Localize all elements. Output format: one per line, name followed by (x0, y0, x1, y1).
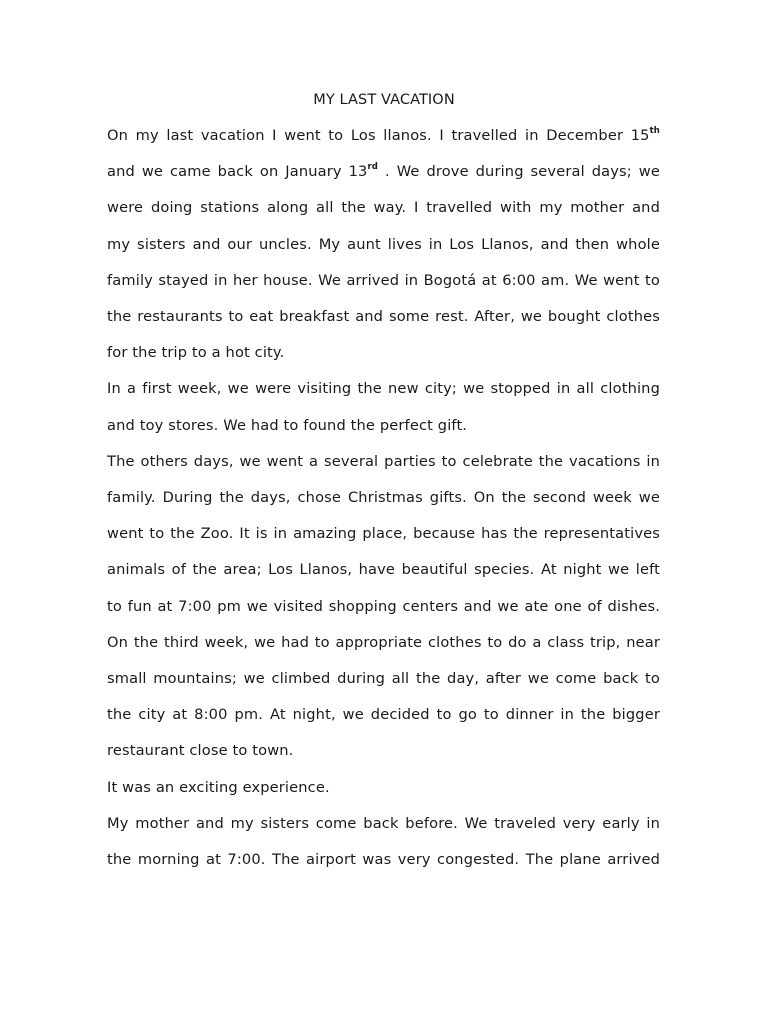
line-text-continued: . We drove during several days; we (378, 163, 660, 181)
body-line (107, 669, 660, 689)
line-text: My mother and my sisters come back before. We traveled very early in (107, 814, 660, 832)
body-line (107, 343, 660, 363)
ordinal-superscript: th (649, 126, 660, 136)
line-text: small mountains; we climbed during all the day, after we come back to (107, 670, 660, 687)
line-text: The others days, we went a several parties to celebrate the vacations in (107, 452, 660, 470)
body-line (107, 379, 660, 399)
body-line (107, 814, 660, 834)
line-text: the restaurants to eat breakfast and some rest. After, we bought clothes (107, 308, 660, 325)
line-text: In a first week, we were visiting the new city; we stopped in all clothing (107, 380, 660, 398)
line-text: family stayed in her house. We arrived in Bogotá at 6:00 am. We went to (107, 271, 660, 289)
line-text: my sisters and our uncles. My aunt lives in Los Llanos, and then whole (107, 235, 660, 253)
line-text: animals of the area; Los Llanos, have beautiful species. At night we left (107, 561, 660, 579)
body-line (107, 126, 660, 146)
body-line (107, 198, 660, 218)
body-line (107, 850, 660, 870)
line-text: and we came back on January 13 (107, 163, 368, 181)
body-line (107, 741, 660, 761)
line-text: for the trip to a hot city. (107, 344, 285, 362)
line-text: It was an exciting experience. (107, 778, 330, 796)
body-line (107, 162, 660, 182)
body-line (107, 597, 660, 617)
line-text: and toy stores. We had to found the perfect gift. (107, 416, 468, 434)
body-line (107, 235, 660, 255)
body-line (107, 271, 660, 291)
body-line (107, 307, 660, 327)
document-title: MY LAST VACATION (313, 92, 455, 108)
body-line (107, 705, 660, 725)
body-line (107, 633, 660, 653)
body-line (107, 778, 660, 798)
line-text: the city at 8:00 pm. At night, we decided to go to dinner in the bigger (107, 706, 660, 724)
line-text: On the third week, we had to appropriate clothes to do a class trip, near (107, 633, 660, 651)
line-text: family. During the days, chose Christmas gifts. On the second week we (107, 489, 660, 506)
body-line (107, 452, 660, 472)
line-text: On my last vacation I went to Los llanos. I travelled in December 15 (107, 127, 650, 144)
body-line (107, 488, 660, 508)
body-line (107, 560, 660, 580)
line-text: were doing stations along all the way. I travelled with my mother and (107, 199, 660, 217)
line-text: restaurant close to town. (107, 742, 294, 760)
body-line (107, 524, 660, 544)
line-text: went to the Zoo. It is in amazing place, because has the representatives (107, 525, 660, 543)
line-text: to fun at 7:00 pm we visited shopping centers and we ate one of dishes. (107, 597, 660, 615)
body-line (107, 416, 660, 436)
line-text: the morning at 7:00. The airport was very congested. The plane arrived (107, 851, 660, 868)
ordinal-superscript: rd (367, 162, 379, 173)
